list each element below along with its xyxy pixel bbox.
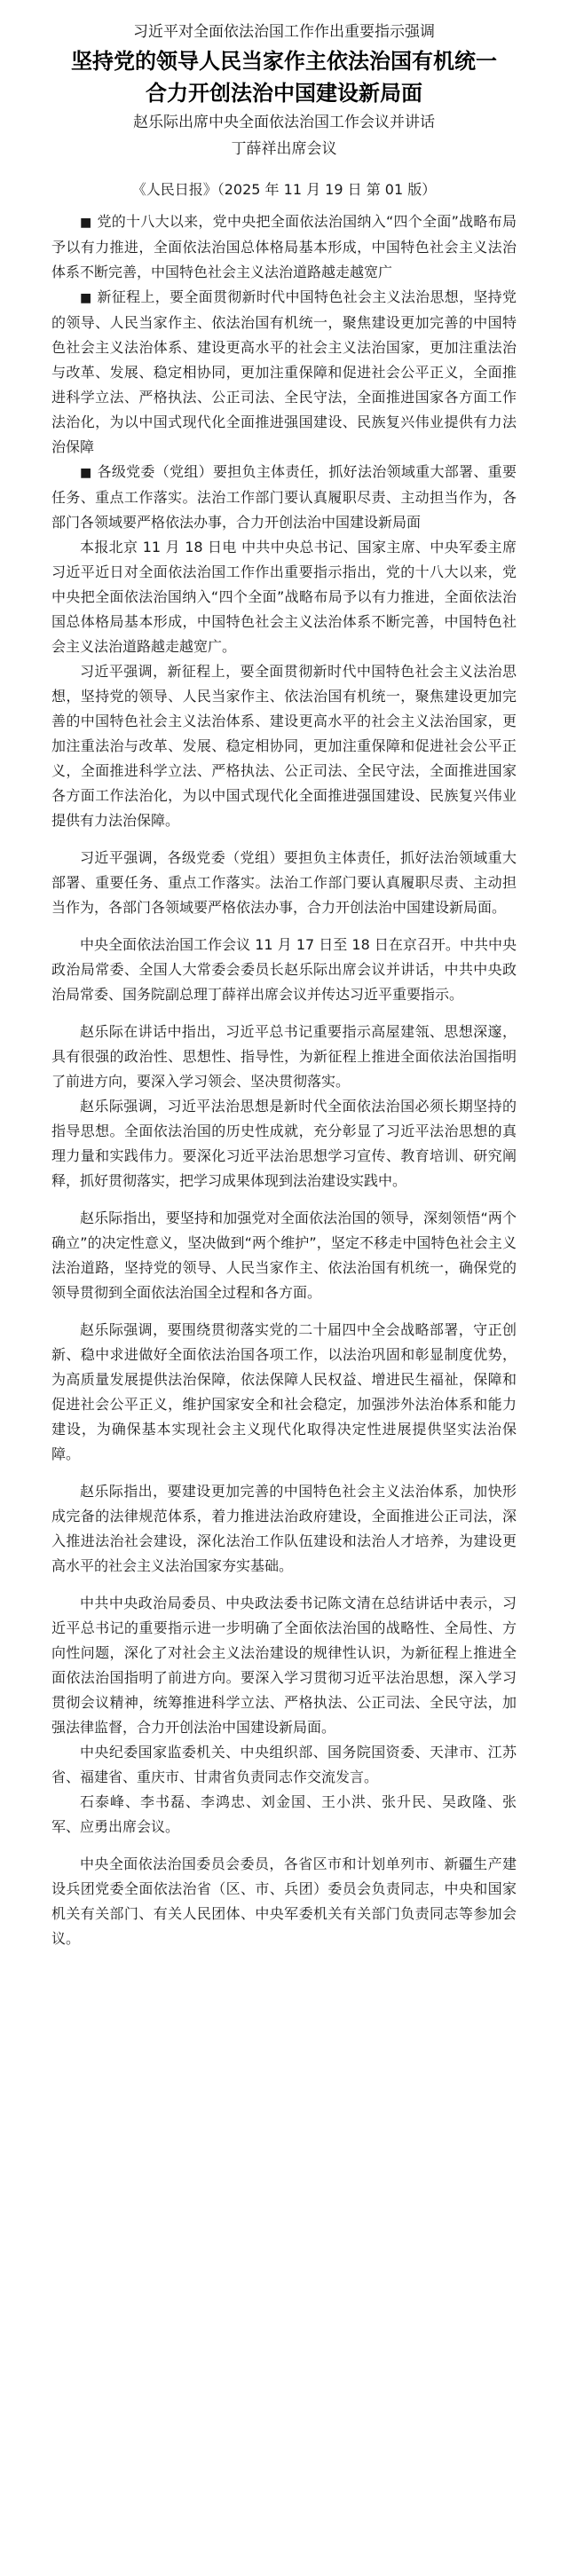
square-bullet-icon: ■	[80, 291, 92, 305]
article-source: 《人民日报》（2025 年 11 月 19 日 第 01 版）	[131, 181, 437, 198]
body-paragraph: 中共中央政治局委员、中央政法委书记陈文清在总结讲话中表示，习近平总书记的重要指示进一步明确了全面依法治国的战略性、全局性、方向性问题，深化了对社会主义法治建设的规律性认识，为新征程上推进全面依法治国指明了前进方向。要深入学习贯彻习近平法治思想，深入学习贯彻会议精神，统筹推进科学立法、严格执法、公正司法、全民守法，加强法律监督，合力开创法治中国建设新局面。	[51, 1595, 517, 1736]
article-body	[51, 535, 517, 1951]
summary-item	[51, 285, 517, 460]
body-paragraph: 习近平强调，新征程上，要全面贯彻新时代中国特色社会主义法治思想，坚持党的领导、人民当家作主、依法治国有机统一，聚焦建设更加完善的中国特色社会主义法治体系、建设更高水平的社会主义法治国家，更加注重法治与改革、发展、稳定相协同，更加注重保障和促进社会公平正义，全面推进科学立法、严格执法、公正司法、全民守法，全面推进国家各方面工作法治化，为以中国式现代化全面推进强国建设、民族复兴伟业提供有力法治保障。	[51, 663, 517, 829]
paragraph-gap	[51, 1839, 517, 1852]
article-kicker: 习近平对全面依法治国工作作出重要指示强调	[133, 23, 435, 41]
paragraph-gap	[51, 920, 517, 933]
body-paragraph: 赵乐际强调，要围绕贯彻落实党的二十届四中全会战略部署，守正创新、稳中求进做好全面依法治国各项工作，以法治巩固和彰显制度优势，为高质量发展提供法治保障，依法保障人民权益、增进民生福祉，保障和促进社会公平正义，维护国家安全和社会稳定，加强涉外法治体系和能力建设，为确保基本实现社会主义现代化取得决定性进展提供坚实法治保障。	[51, 1321, 517, 1462]
body-paragraph: 习近平强调，各级党委（党组）要担负主体责任，抓好法治领域重大部署、重要任务、重点工作落实。法治工作部门要认真履职尽责、主动担当作为，各部门各领域要严格依法办事，合力开创法治中国建设新局面。	[51, 849, 517, 916]
paragraph-gap	[51, 1467, 517, 1479]
paragraph-gap	[51, 1193, 517, 1206]
square-bullet-icon: ■	[80, 466, 92, 480]
paragraph-gap	[51, 1305, 517, 1318]
subtitle-line-2: 丁薛祥出席会议	[231, 140, 337, 158]
summary-text: 新征程上，要全面贯彻新时代中国特色社会主义法治思想，坚持党的领导、人民当家作主、依法治国有机统一，聚焦建设更加完善的中国特色社会主义法治体系、建设更高水平的社会主义法治国家，更加注重法治与改革、发展、稳定相协同，更加注重保障和促进社会公平正义，全面推进科学立法、严格执法、公正司法、全民守法，全面推进国家各方面工作法治化，为以中国式现代化全面推进强国建设、民族复兴伟业提供有力法治保障	[51, 288, 517, 455]
summary-item	[51, 460, 517, 535]
subtitle-line-1: 赵乐际出席中央全面依法治国工作会议并讲话	[133, 114, 435, 131]
body-paragraph: 石泰峰、李书磊、李鸿忠、刘金国、王小洪、张升民、吴政隆、张军、应勇出席会议。	[51, 1793, 517, 1835]
paragraph-gap	[51, 833, 517, 846]
body-paragraph: 赵乐际强调，习近平法治思想是新时代全面依法治国必须长期坚持的指导思想。全面依法治国的历史性成就，充分彰显了习近平法治思想的真理力量和实践伟力。要深化习近平法治思想学习宣传、教育培训、研究阐释，抓好贯彻落实，把学习成果体现到法治建设实践中。	[51, 1098, 517, 1189]
body-paragraph: 赵乐际在讲话中指出，习近平总书记重要指示高屋建瓴、思想深邃，具有很强的政治性、思想性、指导性，为新征程上推进全面依法治国指明了前进方向，要深入学习领会、坚决贯彻落实。	[51, 1023, 517, 1090]
paragraph-gap	[51, 1579, 517, 1591]
summary-text: 党的十八大以来，党中央把全面依法治国纳入“四个全面”战略布局予以有力推进，全面依法治国总体格局基本形成，中国特色社会主义法治体系不断完善，中国特色社会主义法治道路越走越宽广	[51, 213, 517, 280]
body-paragraph: 本报北京 11 月 18 日电 中共中央总书记、国家主席、中央军委主席习近平近日对全面依法治国工作作出重要指示指出，党的十八大以来，党中央把全面依法治国纳入“四个全面”战略布局予以有力推进，全面依法治国总体格局基本形成，中国特色社会主义法治体系不断完善，中国特色社会主义法治道路越走越宽广。	[51, 539, 517, 655]
summary-item	[51, 209, 517, 285]
title-line-1: 坚持党的领导人民当家作主依法治国有机统一	[71, 48, 497, 74]
body-paragraph: 赵乐际指出，要坚持和加强党对全面依法治国的领导，深刻领悟“两个确立”的决定性意义，坚决做到“两个维护”，坚定不移走中国特色社会主义法治道路，坚持党的领导、人民当家作主、依法治国有机统一，确保党的领导贯彻到全面依法治国全过程和各方面。	[51, 1209, 517, 1301]
body-paragraph: 中央纪委国家监委机关、中央组织部、国务院国资委、天津市、江苏省、福建省、重庆市、甘肃省负责同志作交流发言。	[51, 1744, 517, 1785]
summary-text: 各级党委（党组）要担负主体责任，抓好法治领域重大部署、重要任务、重点工作落实。法治工作部门要认真履职尽责、主动担当作为，各部门各领域要严格依法办事，合力开创法治中国建设新局面	[51, 463, 517, 531]
body-paragraph: 中央全面依法治国委员会委员，各省区市和计划单列市、新疆生产建设兵团党委全面依法治省（区、市、兵团）委员会负责同志，中央和国家机关有关部门、有关人民团体、中央军委机关有关部门负责同志等参加会议。	[51, 1855, 517, 1947]
title-line-2: 合力开创法治中国建设新局面	[146, 80, 422, 106]
square-bullet-icon: ■	[80, 216, 92, 230]
article-subtitle	[51, 110, 517, 161]
summary-list	[51, 209, 517, 535]
article-title	[51, 46, 517, 108]
paragraph-gap	[51, 1007, 517, 1020]
body-paragraph: 中央全面依法治国工作会议 11 月 17 日至 18 日在京召开。中共中央政治局常委、全国人大常委会委员长赵乐际出席会议并讲话，中共中央政治局常委、国务院副总理丁薛祥出席会议并传达习近平重要指示。	[51, 936, 517, 1003]
body-paragraph: 赵乐际指出，要建设更加完善的中国特色社会主义法治体系，加快形成完备的法律规范体系，着力推进法治政府建设，全面推进公正司法，深入推进法治社会建设，深化法治工作队伍建设和法治人才培养，为建设更高水平的社会主义法治国家夯实基础。	[51, 1483, 517, 1574]
